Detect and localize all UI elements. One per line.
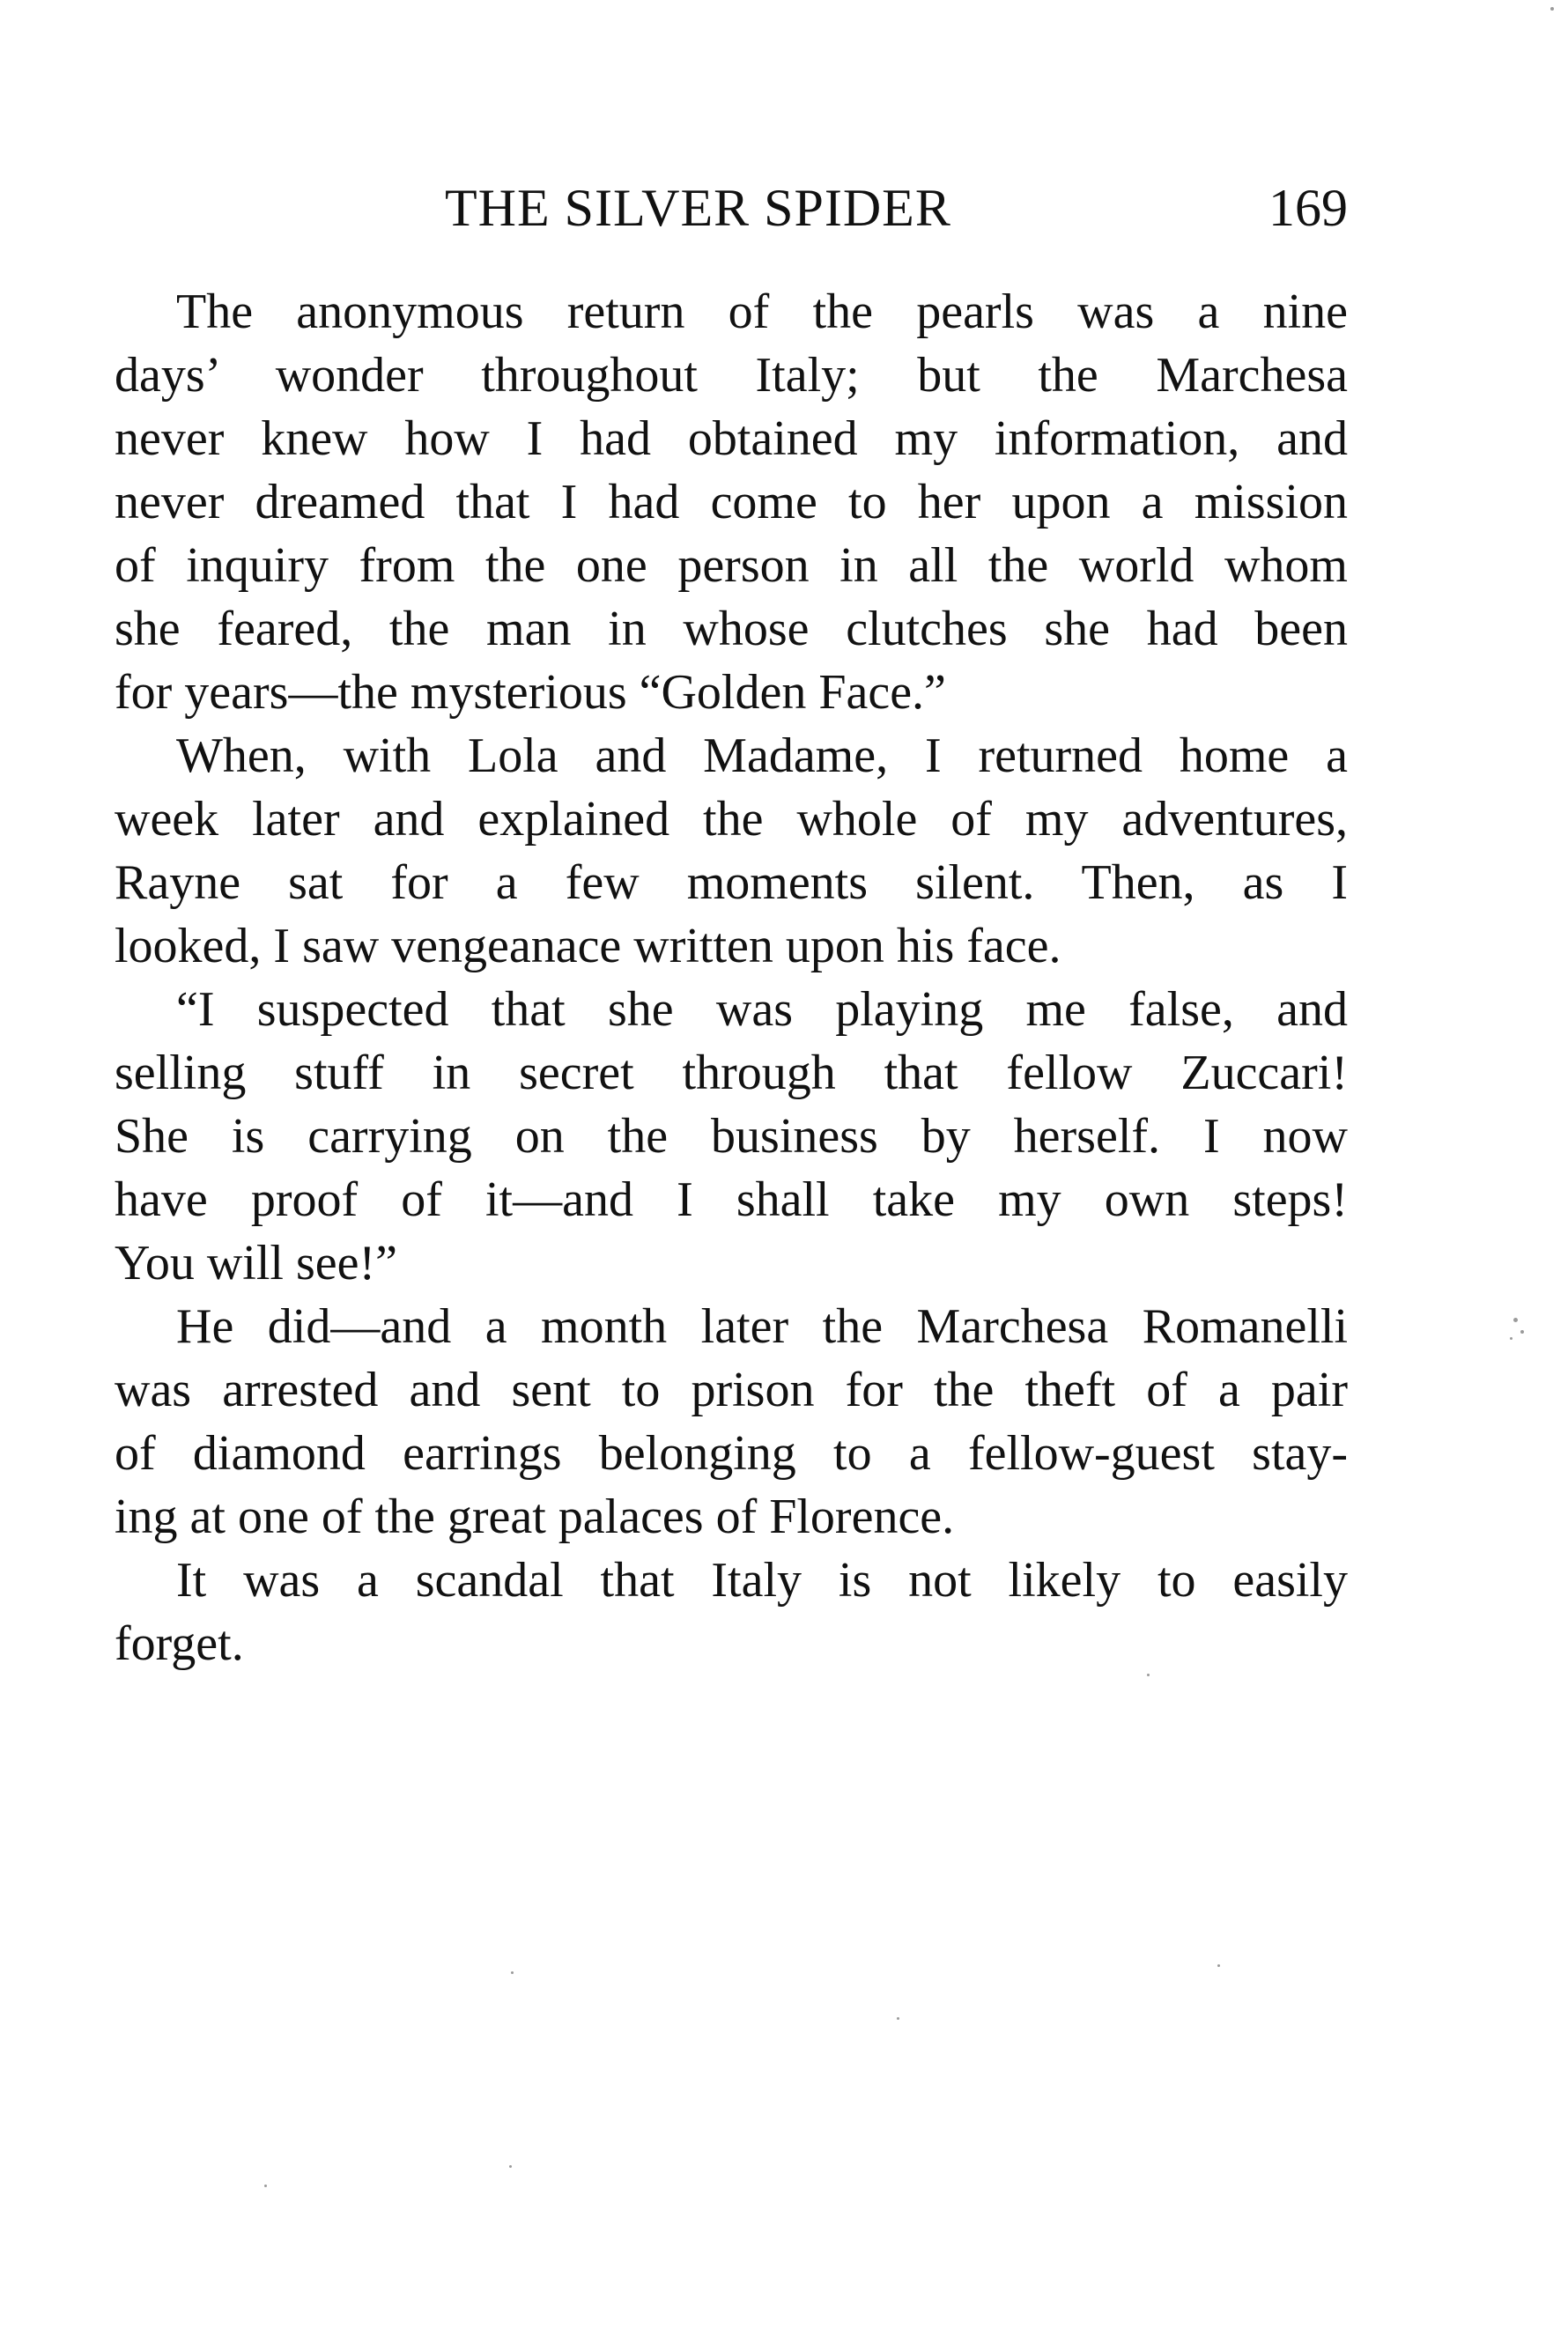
- text-line: never dreamed that I had come to her upon a mission: [115, 475, 1348, 529]
- page-number: 169: [1268, 179, 1348, 237]
- scan-speck: [511, 1971, 514, 1974]
- scan-speck: [1147, 1674, 1150, 1676]
- scan-speck: [1520, 1330, 1524, 1334]
- text-line: When, with Lola and Madame, I returned home a: [176, 728, 1348, 783]
- scan-speck: [1217, 1964, 1220, 1967]
- text-line: It was a scandal that Italy is not likely to easily: [176, 1553, 1348, 1608]
- paragraph: [115, 1549, 1348, 1675]
- text-line: looked, I saw vengeanace written upon his face.: [115, 919, 1061, 973]
- scan-speck: [1513, 1318, 1518, 1322]
- text-line: selling stuff in secret through that fellow Zuccari!: [115, 1046, 1348, 1100]
- text-line: The anonymous return of the pearls was a nine: [176, 285, 1348, 339]
- text-line: You will see!”: [115, 1236, 397, 1290]
- text-line: have proof of it—and I shall take my own steps!: [115, 1172, 1348, 1227]
- running-head: [115, 173, 1348, 243]
- text-line: She is carrying on the business by herself. I now: [115, 1109, 1348, 1164]
- text-line: week later and explained the whole of my adventures,: [115, 792, 1348, 847]
- text-line: ing at one of the great palaces of Florence.: [115, 1490, 955, 1544]
- body-text: [115, 280, 1348, 1675]
- text-line: forget.: [115, 1616, 244, 1671]
- text-line: of diamond earrings belonging to a fellow-guest stay-: [115, 1426, 1348, 1481]
- text-line: for years—the mysterious “Golden Face.”: [115, 665, 946, 720]
- text-line: of inquiry from the one person in all the world whom: [115, 538, 1348, 593]
- paragraph: [115, 280, 1348, 724]
- scan-speck: [264, 2185, 267, 2187]
- scan-speck: [1550, 7, 1554, 11]
- running-title: THE SILVER SPIDER: [445, 179, 951, 237]
- paragraph: [115, 724, 1348, 978]
- text-line: “I suspected that she was playing me false, and: [176, 982, 1348, 1037]
- scan-speck: [897, 2017, 899, 2020]
- text-line: she feared, the man in whose clutches she had been: [115, 602, 1348, 656]
- scan-speck: [1510, 1337, 1513, 1340]
- text-line: He did—and a month later the Marchesa Romanelli: [176, 1299, 1348, 1354]
- text-line: was arrested and sent to prison for the theft of a pair: [115, 1363, 1348, 1417]
- scan-speck: [509, 2165, 512, 2168]
- paragraph: [115, 978, 1348, 1295]
- paragraph: [115, 1295, 1348, 1549]
- text-line: days’ wonder throughout Italy; but the Marchesa: [115, 348, 1348, 403]
- text-line: never knew how I had obtained my information, and: [115, 411, 1348, 466]
- text-line: Rayne sat for a few moments silent. Then, as I: [115, 855, 1348, 910]
